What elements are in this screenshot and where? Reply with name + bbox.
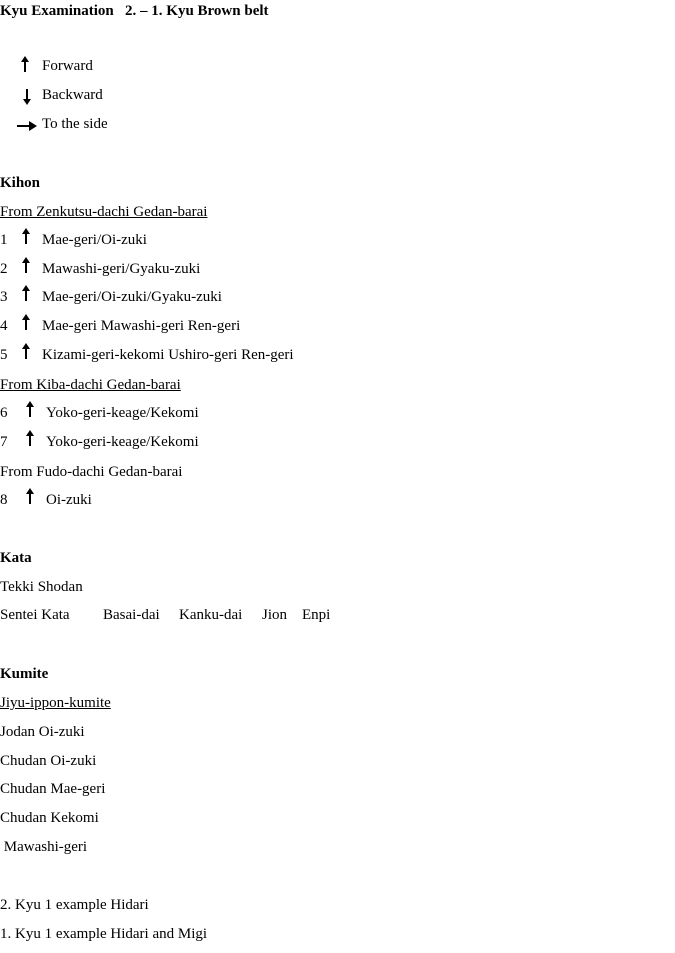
kata-option: Kanku-dai: [179, 607, 243, 623]
up-arrow-icon: [25, 401, 35, 417]
item-number: 7: [0, 434, 8, 450]
item-number: 2: [0, 261, 8, 277]
kumite-item: Mawashi-geri: [0, 839, 88, 855]
up-arrow-icon: [21, 257, 31, 273]
technique-text: Oi-zuki: [46, 492, 92, 508]
kumite-item: Chudan Oi-zuki: [0, 753, 97, 769]
note-1-kyu: 1. Kyu 1 example Hidari and Migi: [0, 926, 208, 942]
technique-text: Mae-geri Mawashi-geri Ren-geri: [42, 318, 241, 334]
up-arrow-icon: [25, 430, 35, 446]
technique-text: Mae-geri/Oi-zuki: [42, 232, 147, 248]
subheading-zenkutsu: From Zenkutsu-dachi Gedan-barai: [0, 204, 208, 220]
subheading-jiyu-ippon: Jiyu-ippon-kumite: [0, 695, 111, 711]
item-number: 8: [0, 492, 8, 508]
kumite-item: Jodan Oi-zuki: [0, 724, 85, 740]
technique-text: Yoko-geri-keage/Kekomi: [46, 405, 199, 421]
up-arrow-icon: [21, 343, 31, 359]
item-number: 5: [0, 347, 8, 363]
up-arrow-icon: [20, 56, 30, 72]
item-number: 4: [0, 318, 8, 334]
legend-label-backward: Backward: [42, 87, 103, 103]
page-title: Kyu Examination 2. – 1. Kyu Brown belt: [0, 3, 269, 19]
right-arrow-icon: [17, 120, 37, 132]
legend-label-forward: Forward: [42, 58, 93, 74]
item-number: 3: [0, 289, 8, 305]
kata-option: Enpi: [302, 607, 331, 623]
section-heading-kumite: Kumite: [0, 666, 49, 682]
up-arrow-icon: [21, 228, 31, 244]
down-arrow-icon: [22, 89, 32, 105]
note-2-kyu: 2. Kyu 1 example Hidari: [0, 897, 149, 913]
kata-option: Basai-dai: [103, 607, 160, 623]
technique-text: Yoko-geri-keage/Kekomi: [46, 434, 199, 450]
up-arrow-icon: [21, 285, 31, 301]
kata-option: Jion: [262, 607, 288, 623]
subheading-kiba: From Kiba-dachi Gedan-barai: [0, 377, 181, 393]
item-number: 6: [0, 405, 8, 421]
technique-text: Mawashi-geri/Gyaku-zuki: [42, 261, 201, 277]
technique-text: Kizami-geri-kekomi Ushiro-geri Ren-geri: [42, 347, 294, 363]
item-number: 1: [0, 232, 8, 248]
subheading-fudo: From Fudo-dachi Gedan-barai: [0, 464, 183, 480]
up-arrow-icon: [21, 314, 31, 330]
kata-tekki: Tekki Shodan: [0, 579, 83, 595]
kumite-item: Chudan Mae-geri: [0, 781, 106, 797]
section-heading-kihon: Kihon: [0, 175, 41, 191]
legend-label-side: To the side: [42, 116, 108, 132]
sentei-kata-label: Sentei Kata: [0, 607, 70, 623]
up-arrow-icon: [25, 488, 35, 504]
technique-text: Mae-geri/Oi-zuki/Gyaku-zuki: [42, 289, 222, 305]
section-heading-kata: Kata: [0, 550, 32, 566]
kumite-item: Chudan Kekomi: [0, 810, 99, 826]
